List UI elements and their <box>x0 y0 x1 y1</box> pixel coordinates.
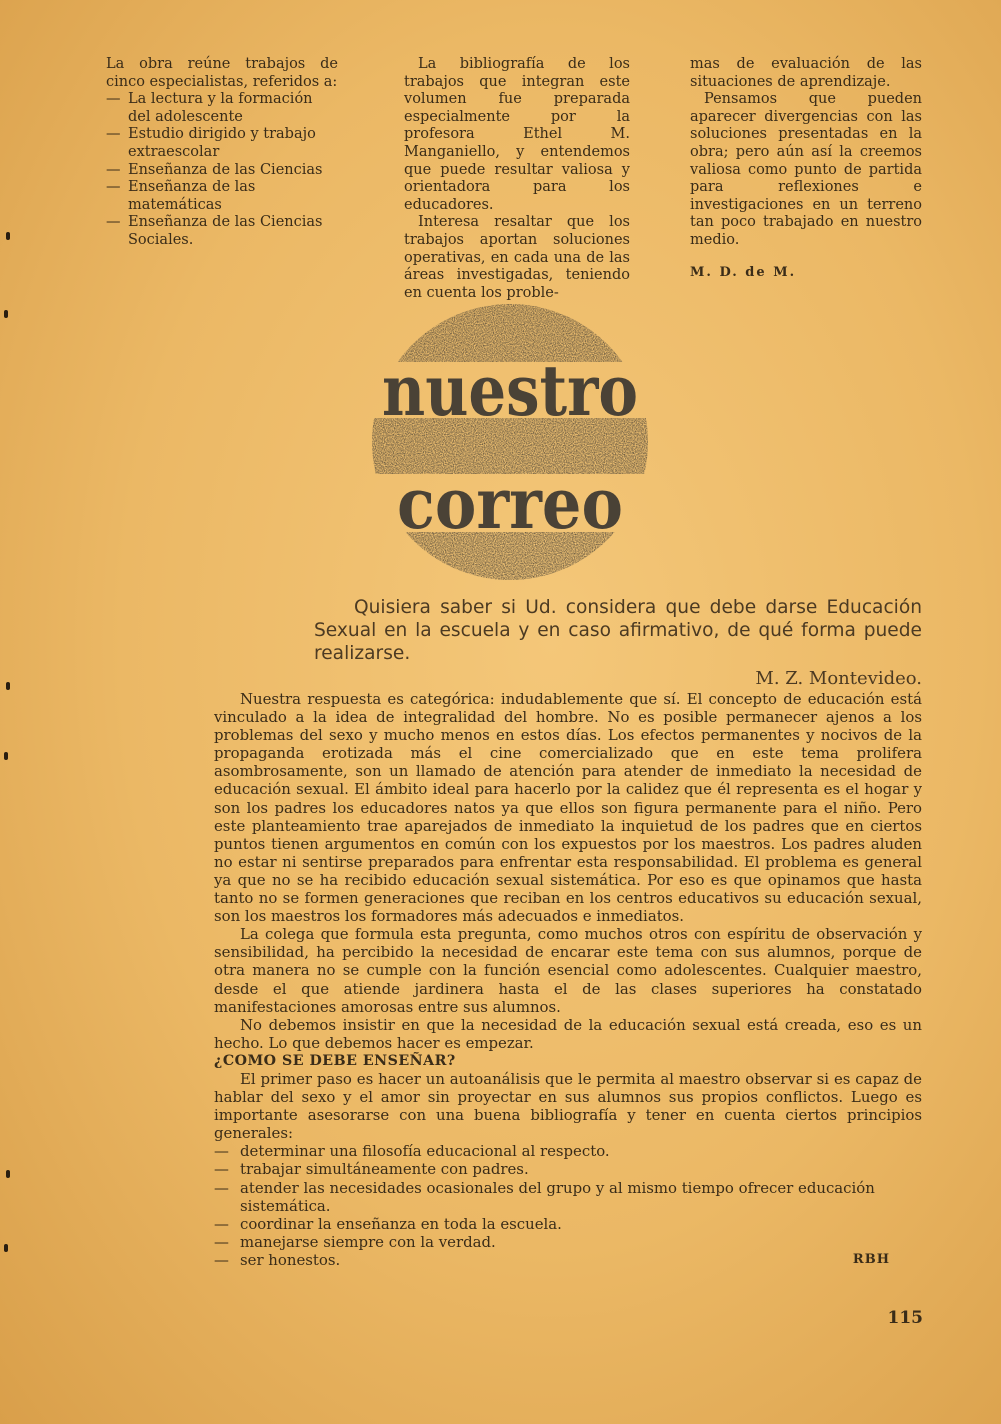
margin-mark <box>6 682 10 690</box>
list-item: — Enseñanza de las Ciencias <box>106 161 323 178</box>
list-item: — La lectura y la formación del adolescente <box>106 91 313 125</box>
margin-mark <box>4 310 8 318</box>
margin-mark <box>6 1170 10 1178</box>
col3-paragraph-1: mas de evaluación de las situaciones de aprendizaje. <box>690 56 922 90</box>
review-column-3 <box>690 56 922 281</box>
review-column-2 <box>404 56 630 302</box>
list-item: — determinar una filosofía educacional al respecto. <box>214 1142 610 1161</box>
col2-paragraph-1: La bibliografía de los trabajos que integran este volumen fue preparada especialmente por la profesora Ethel M. Manganiello, y entendemos que puede resultar valiosa y orientadora para los educadores. <box>404 56 630 213</box>
page-number: 115 <box>887 1308 923 1328</box>
list-item: — ser honestos. RBH <box>214 1250 890 1269</box>
margin-mark <box>6 232 10 240</box>
list-item: — trabajar simultáneamente con padres. <box>214 1160 529 1179</box>
list-item: — manejarse siempre con la verdad. <box>214 1232 496 1251</box>
question-signature: M. Z. Montevideo. <box>755 668 922 689</box>
list-item: — Estudio dirigido y trabajo extraescolar <box>106 126 316 160</box>
list-item: — atender las necesidades ocasionales del grupo y al mismo tiempo ofrecer educación sistemática. <box>214 1178 875 1215</box>
review-signature: M. D. de M. <box>690 264 797 280</box>
col1-intro: La obra reúne trabajos de cinco especialistas, referidos a: <box>106 56 338 90</box>
principles-list <box>214 1142 922 1269</box>
reader-question <box>314 596 922 690</box>
editorial-answer <box>214 690 922 1269</box>
list-item: — coordinar la enseñanza en toda la escuela. <box>214 1214 562 1233</box>
answer-paragraph-3: No debemos insistir en que la necesidad de la educación sexual está creada, eso es un hecho. Lo que debemos hacer es empezar. <box>214 1015 922 1052</box>
col3-paragraph-2: Pensamos que pueden aparecer divergencias con las soluciones presentadas en la obra; pero aún así la creemos valiosa como punto de partida para reflexiones e investigaciones en un terreno tan poco trabajado en nuestro medio. <box>690 91 922 248</box>
col2-paragraph-2: Interesa resaltar que los trabajos aportan soluciones operativas, en cada una de las áreas investigadas, teniendo en cuenta los proble- <box>404 214 630 301</box>
answer-paragraph-1: Nuestra respuesta es categórica: indudablemente que sí. El concepto de educación está vinculado a la idea de integralidad del hombre. No es posible permanecer ajenos a los problemas del sexo y mucho menos en estos días. Los efectos permanentes y nocivos de la propaganda erotizada más el cine comercializado que en este tema prolifera asombrosamente, son un llamado de atención para atender de inmediato la necesidad de educación sexual. El ámbito ideal para hacerlo por la calidez que él representa es el hogar y son los padres los educadores natos ya que ellos son figura permanente para el niño. Pero este planteamiento trae aparejados de inmediato la inquietud de los padres que en ciertos puntos tienen argumentos en común con los expuestos por los maestros. Los padres aluden no estar ni sentirse preparados para enfrentar esta responsabilidad. El problema es general ya que no se ha recibido educación sexual sistemática. Por eso es que opinamos que hasta tanto no se formen generaciones que reciban en los centros educativos su educación sexual, son los maestros los formadores más adecuados e inmediatos. <box>214 690 922 926</box>
answer-paragraph-2: La colega que formula esta pregunta, como muchos otros con espíritu de observación y sensibilidad, ha percibido la necesidad de encarar este tema con sus alumnos, porque de otra manera no se cumple con la función esencial como adolescentes. Cualquier maestro, desde el que atiende jardinera hasta el de las clases superiores ha constatado manifestaciones amorosas entre sus alumnos. <box>214 925 922 1016</box>
logo-graphic <box>370 300 650 585</box>
logo-word-correo: correo <box>397 462 623 545</box>
answer-heading: ¿COMO SE DEBE ENSEÑAR? <box>214 1052 456 1069</box>
list-item: — Enseñanza de las Ciencias Sociales. <box>106 214 323 248</box>
nuestro-correo-logo <box>370 300 650 585</box>
col1-list <box>106 91 338 249</box>
list-item: — Enseñanza de las matemáticas <box>106 179 256 213</box>
question-text: Quisiera saber si Ud. considera que debe darse Educación Sexual en la escuela y en caso afirmativo, de qué forma puede realizarse. <box>314 597 922 664</box>
answer-paragraph-4: El primer paso es hacer un autoanálisis que le permita al maestro observar si es capaz de hablar del sexo y el amor sin proyectar en sus alumnos sus propios conflictos. Luego es importante asesorarse con una buena bibliografía y tener en cuenta ciertos principios generales: <box>214 1069 922 1143</box>
margin-mark <box>4 752 8 760</box>
answer-signature: RBH <box>852 1251 890 1267</box>
logo-circle-bands <box>370 300 650 592</box>
logo-word-nuestro: nuestro <box>382 349 638 432</box>
margin-mark <box>4 1244 8 1252</box>
review-column-1 <box>106 56 338 250</box>
